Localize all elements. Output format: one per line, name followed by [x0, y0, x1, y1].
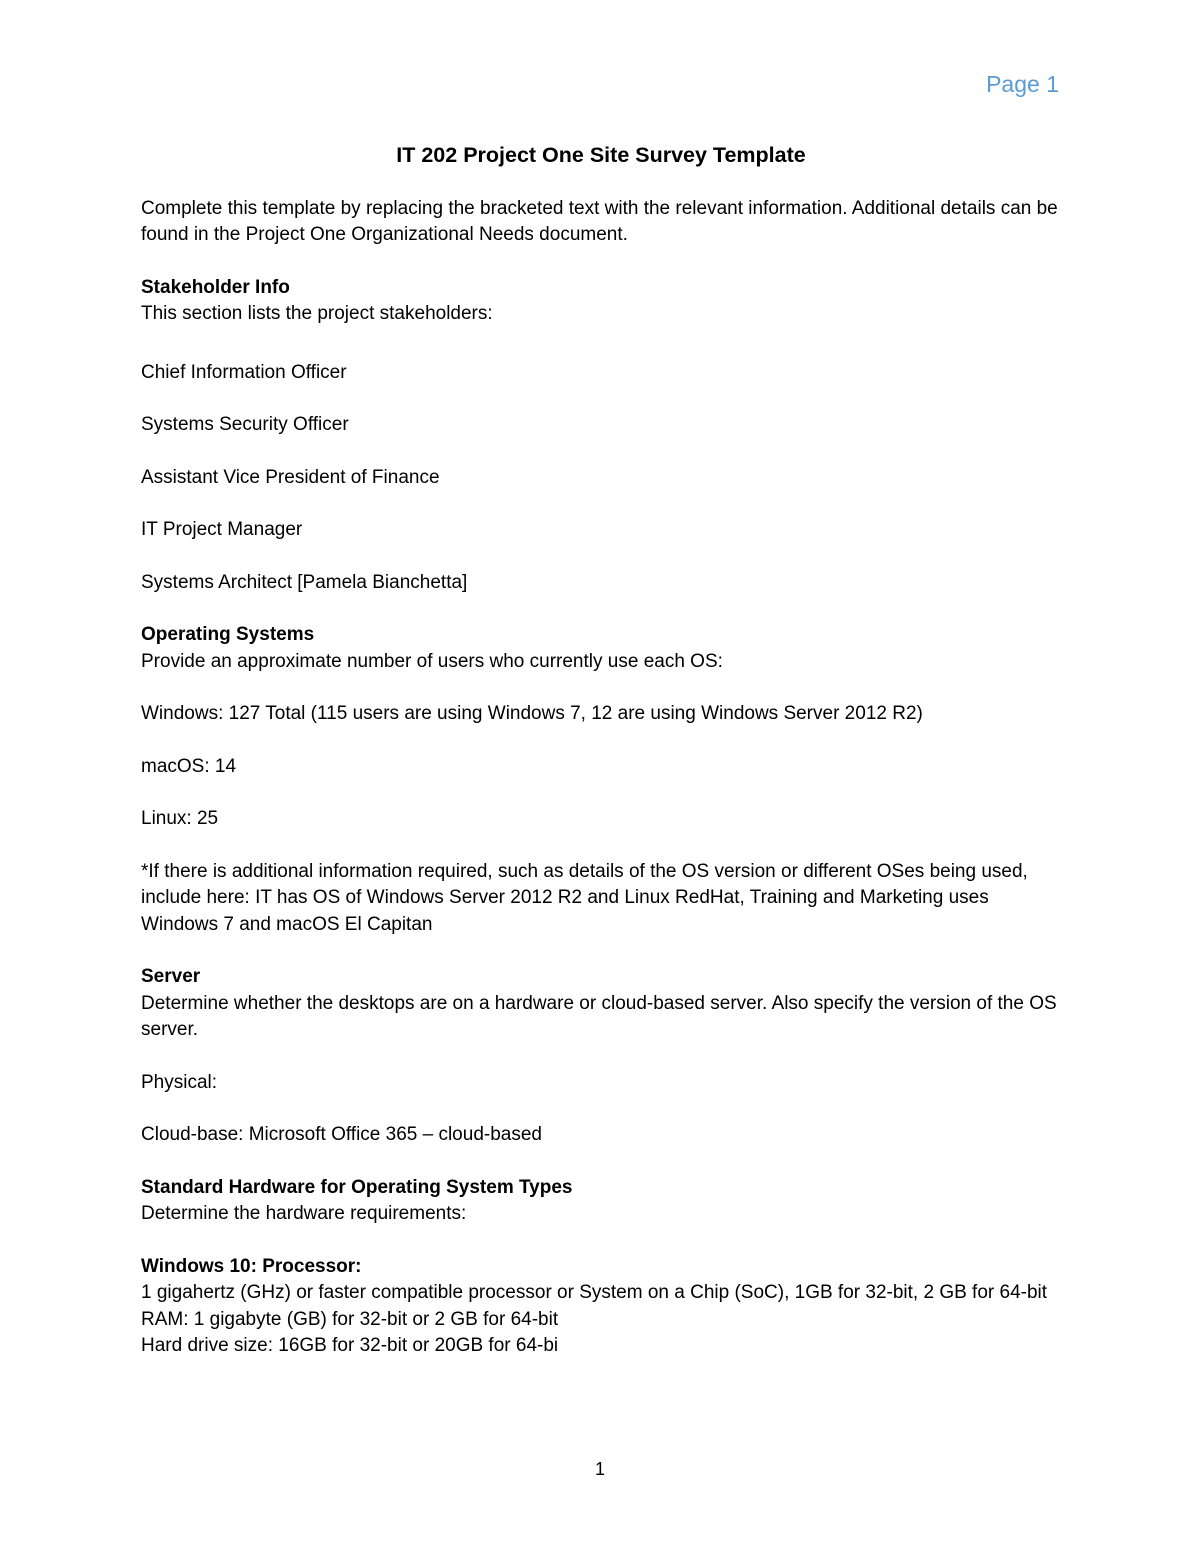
- os-windows: Windows: 127 Total (115 users are using Windows 7, 12 are using Windows Server 2012 R2): [141, 703, 923, 724]
- hardware-ram: RAM: 1 gigabyte (GB) for 32-bit or 2 GB for 64-bit: [141, 1308, 559, 1330]
- windows10-heading: Windows 10: Processor:: [141, 1255, 362, 1277]
- page-header-label: Page 1: [986, 71, 1059, 97]
- stakeholder-item: IT Project Manager: [141, 519, 303, 540]
- stakeholder-heading: Stakeholder Info: [141, 276, 290, 298]
- server-physical: Physical:: [141, 1071, 218, 1093]
- os-heading: Operating Systems: [141, 624, 315, 645]
- hardware-hdd: Hard drive size: 16GB for 32-bit or 20GB for 64-bi: [141, 1335, 559, 1356]
- stakeholder-item: Chief Information Officer: [141, 361, 347, 383]
- page-number: 1: [594, 1459, 605, 1479]
- os-note: [141, 859, 1061, 939]
- os-note-text: If there is additional information required, such as details of the OS version or different OSes being used, include here: IT has OS of Windows Server 2012 R2 and Linux RedHat, Training and Marketing uses Windows 7 and macOS El Capitan: [141, 860, 1028, 935]
- stakeholder-description: This section lists the project stakeholders:: [141, 303, 493, 324]
- intro-paragraph: Complete this template by replacing the bracketed text with the relevant information. Additional details can be found in the Project One Organizational Needs document.: [141, 197, 1058, 245]
- stakeholder-item: Systems Security Officer: [141, 414, 349, 435]
- server-cloud: Cloud-base: Microsoft Office 365 – cloud-based: [141, 1124, 542, 1145]
- hardware-processor: 1 gigahertz (GHz) or faster compatible processor or System on a Chip (SoC), 1GB for 32-bit, 2 GB for 64-bit: [141, 1282, 1048, 1303]
- os-description: Provide an approximate number of users who currently use each OS:: [141, 650, 723, 672]
- hardware-heading: Standard Hardware for Operating System Types: [141, 1176, 573, 1198]
- server-heading: Server: [141, 966, 201, 987]
- document-title: IT 202 Project One Site Survey Template: [396, 143, 806, 167]
- stakeholder-item: Systems Architect [Pamela Bianchetta]: [141, 571, 468, 593]
- os-note-asterisk: *: [141, 860, 149, 882]
- os-macos: macOS: 14: [141, 755, 237, 777]
- document-body: [141, 142, 1061, 1360]
- server-description: Determine whether the desktops are on a hardware or cloud-based server. Also specify the version of the OS server.: [141, 992, 1057, 1040]
- os-linux: Linux: 25: [141, 808, 219, 829]
- hardware-description: Determine the hardware requirements:: [141, 1203, 467, 1224]
- stakeholder-item: Assistant Vice President of Finance: [141, 466, 440, 488]
